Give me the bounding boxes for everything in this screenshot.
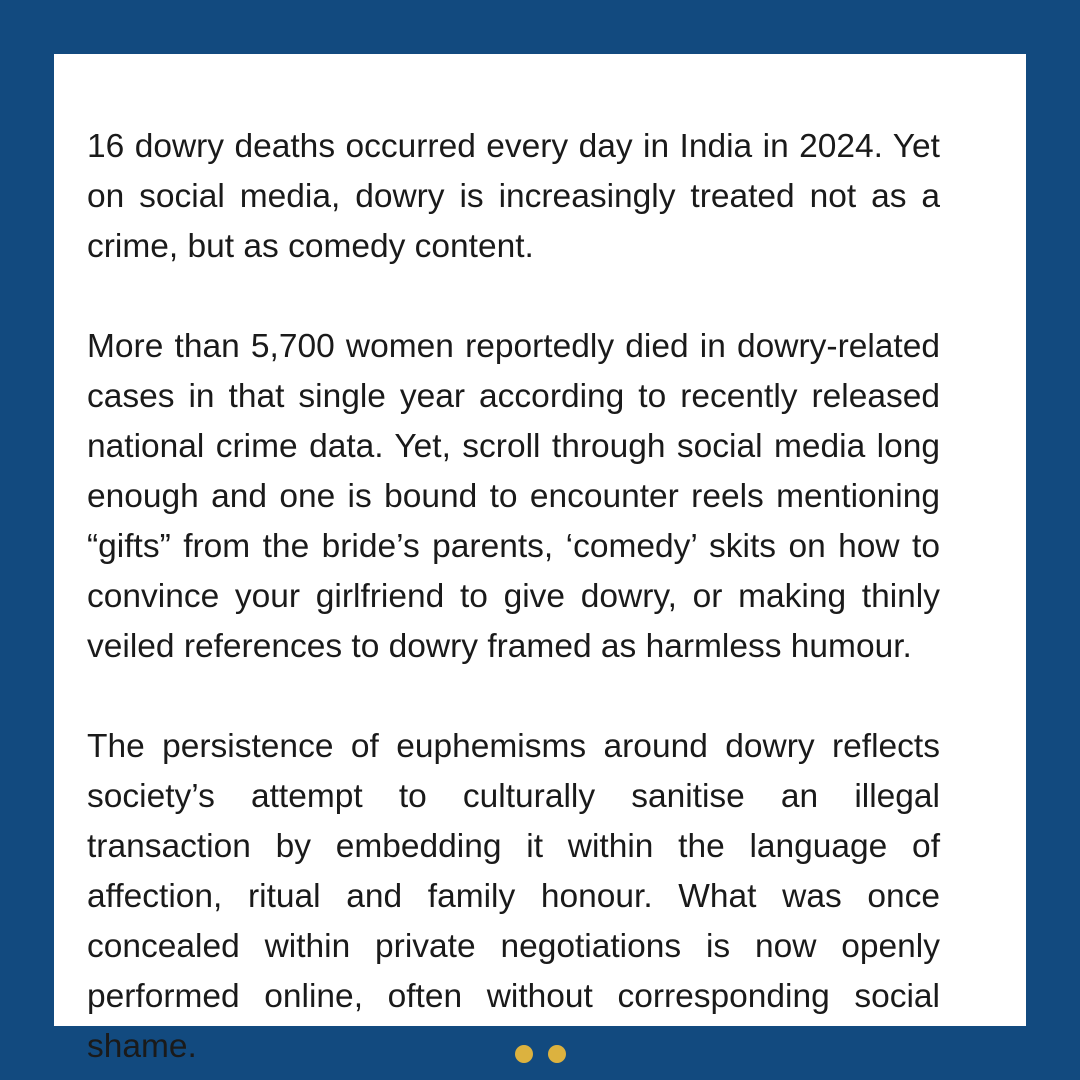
paragraph-2: More than 5,700 women reportedly died in dowry-related cases in that single year according to recently released national crime data. Yet, scroll through social media long enough and one is bound to encounter reels mentioning “gifts” from the bride’s parents, ‘comedy’ skits on how to convince your girlfriend to give dowry, or making thinly veiled references to dowry framed as harmless humour. <box>87 328 940 665</box>
paragraph-1: 16 dowry deaths occurred every day in India in 2024. Yet on social media, dowry is increasingly treated not as a crime, but as comedy content. <box>87 128 940 265</box>
text-card <box>54 54 1026 1065</box>
carousel-dot-2[interactable] <box>548 1045 566 1063</box>
paragraph-3: The persistence of euphemisms around dowry reflects society’s attempt to culturally sanitise an illegal transaction by embedding it within the language of affection, ritual and family honour. What was once concealed within private negotiations is now openly performed online, often without corresponding social shame. <box>87 728 940 1065</box>
carousel-dot-1[interactable] <box>515 1045 533 1063</box>
carousel-indicator <box>515 1045 566 1063</box>
